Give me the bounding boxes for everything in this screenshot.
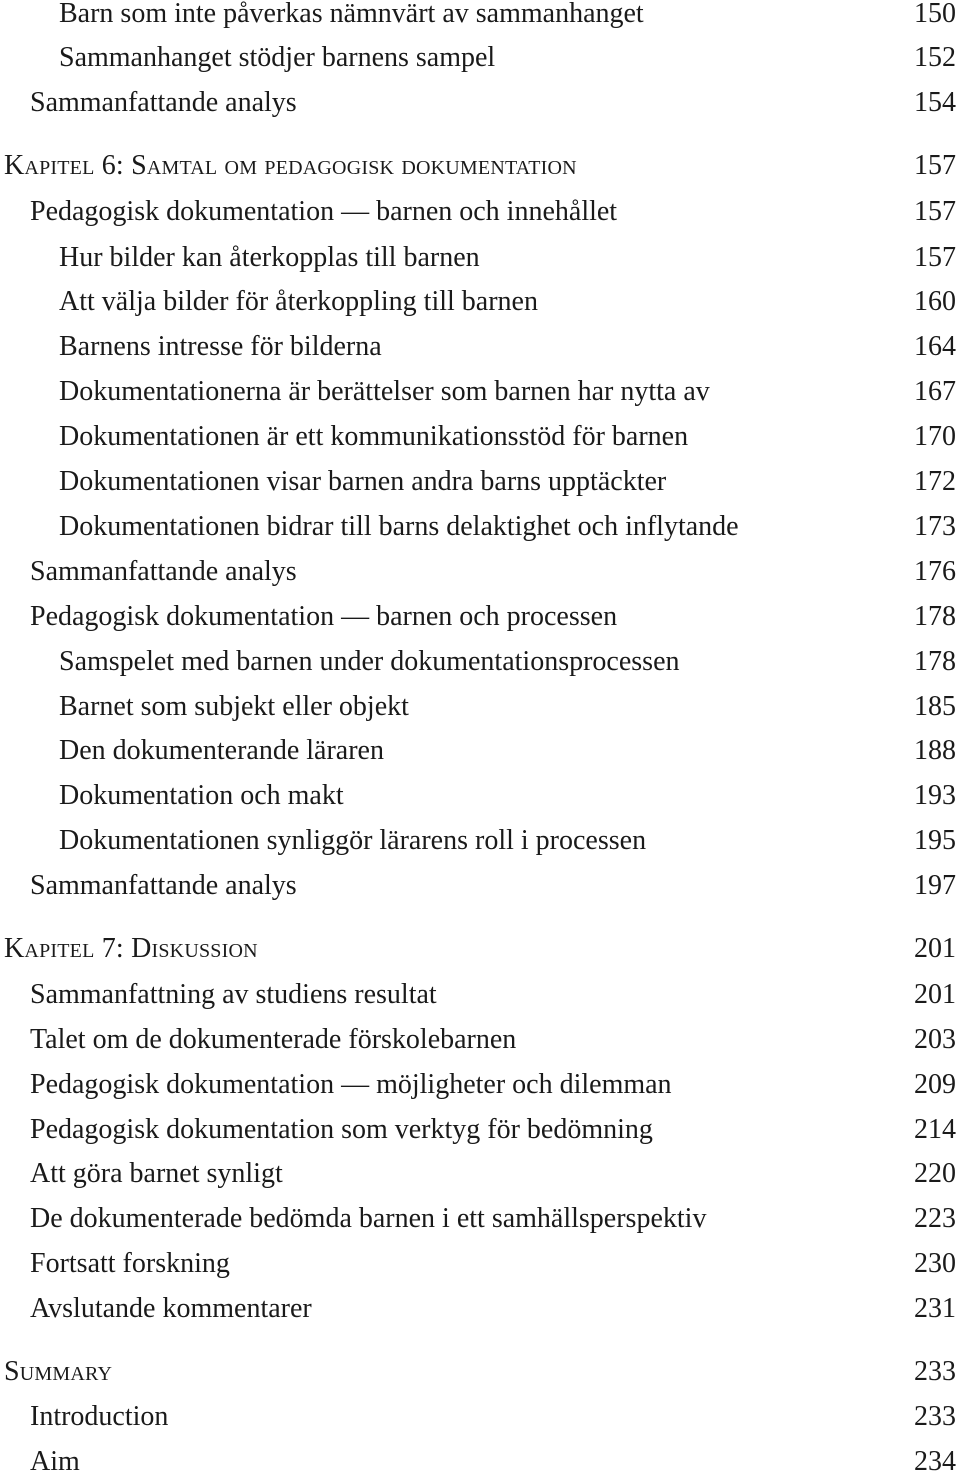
- toc-chapter-title: Kapitel 6: Samtal om pedagogisk dokumentation: [4, 150, 577, 181]
- toc-entry: [0, 280, 960, 324]
- toc-entry-title: Samspelet med barnen under dokumentationsprocessen: [59, 646, 680, 677]
- toc-page-number: 231: [914, 1293, 956, 1324]
- toc-entry: [0, 236, 960, 280]
- toc-entry-title: Sammanfattande analys: [30, 870, 297, 901]
- toc-entry: [0, 973, 960, 1017]
- toc-entry: [0, 1152, 960, 1196]
- toc-entry-title: Dokumentationen är ett kommunikationsstöd för barnen: [59, 421, 689, 452]
- toc-entry-title: Dokumentationen bidrar till barns delaktighet och inflytande: [59, 511, 739, 542]
- toc-entry: [0, 1287, 960, 1331]
- toc-page-number: 167: [914, 376, 956, 407]
- toc-page-number: 178: [914, 646, 956, 677]
- toc-page-number: 193: [914, 780, 956, 811]
- toc-chapter-title: Summary: [4, 1356, 113, 1387]
- toc-entry-title: De dokumenterade bedömda barnen i ett samhällsperspektiv: [30, 1203, 707, 1234]
- toc-entry-title: Barn som inte påverkas nämnvärt av sammanhanget: [59, 0, 644, 29]
- toc-entry-title: Den dokumenterande läraren: [59, 735, 384, 766]
- toc-entry: [0, 1440, 960, 1484]
- toc-entry-title: Sammanhanget stödjer barnens sampel: [59, 42, 496, 73]
- toc-entry-title: Dokumentationen synliggör lärarens roll i processen: [59, 825, 647, 856]
- toc-entry: [0, 460, 960, 504]
- toc-entry: [0, 685, 960, 729]
- toc-entry: [0, 1018, 960, 1062]
- toc-entry: [0, 864, 960, 908]
- toc-page-number: 164: [914, 331, 956, 362]
- toc-entry-title: Barnet som subjekt eller objekt: [59, 691, 409, 722]
- toc-entry: [0, 36, 960, 80]
- toc-page-number: 154: [914, 87, 956, 118]
- toc-entry: [0, 1063, 960, 1107]
- toc-entry-title: Dokumentationen visar barnen andra barns upptäckter: [59, 466, 667, 497]
- toc-entry-title: Pedagogisk dokumentation — möjligheter och dilemman: [30, 1069, 672, 1100]
- toc-page-number: 233: [914, 1356, 956, 1387]
- toc-page-number: 157: [914, 196, 956, 227]
- toc-chapter-entry: [0, 1350, 960, 1394]
- toc-page-number: 157: [914, 150, 956, 181]
- toc-page-number: 201: [914, 933, 956, 964]
- toc-entry: [0, 325, 960, 369]
- toc-page-number: 152: [914, 42, 956, 73]
- toc-entry-title: Att göra barnet synligt: [30, 1158, 283, 1189]
- toc-entry: [0, 1395, 960, 1439]
- toc-chapter-entry: [0, 927, 960, 971]
- toc-page-number: 209: [914, 1069, 956, 1100]
- toc-entry: [0, 505, 960, 549]
- toc-page-number: 176: [914, 556, 956, 587]
- toc-page-number: 220: [914, 1158, 956, 1189]
- toc-entry-title: Dokumentationerna är berättelser som barnen har nytta av: [59, 376, 710, 407]
- toc-page-number: 170: [914, 421, 956, 452]
- toc-entry-title: Dokumentation och makt: [59, 780, 344, 811]
- toc-entry-title: Hur bilder kan återkopplas till barnen: [59, 242, 480, 273]
- toc-entry-title: Sammanfattande analys: [30, 87, 297, 118]
- toc-page-number: 223: [914, 1203, 956, 1234]
- toc-entry-title: Aim: [30, 1446, 80, 1477]
- toc-page-number: 233: [914, 1401, 956, 1432]
- toc-page-number: 234: [914, 1446, 956, 1477]
- toc-entry: [0, 819, 960, 863]
- toc-entry-title: Fortsatt forskning: [30, 1248, 230, 1279]
- toc-page-number: 157: [914, 242, 956, 273]
- toc-page-number: 201: [914, 979, 956, 1010]
- toc-page-number: 178: [914, 601, 956, 632]
- toc-entry-title: Att välja bilder för återkoppling till barnen: [59, 286, 538, 317]
- toc-entry: [0, 1108, 960, 1152]
- toc-entry: [0, 774, 960, 818]
- toc-page-number: 160: [914, 286, 956, 317]
- toc-entry-title: Sammanfattande analys: [30, 556, 297, 587]
- toc-page-number: 230: [914, 1248, 956, 1279]
- toc-page-number: 173: [914, 511, 956, 542]
- toc-entry-title: Talet om de dokumenterade förskolebarnen: [30, 1024, 517, 1055]
- toc-page-number: 203: [914, 1024, 956, 1055]
- toc-page-number: 185: [914, 691, 956, 722]
- toc-page-number: 197: [914, 870, 956, 901]
- toc-entry-title: Sammanfattning av studiens resultat: [30, 979, 437, 1010]
- toc-entry: [0, 370, 960, 414]
- toc-entry-title: Avslutande kommentarer: [30, 1293, 312, 1324]
- toc-entry: [0, 81, 960, 125]
- toc-entry-title: Barnens intresse för bilderna: [59, 331, 382, 362]
- toc-entry: [0, 0, 960, 36]
- toc-page-number: 172: [914, 466, 956, 497]
- toc-page-number: 214: [914, 1114, 956, 1145]
- toc-page-number: 188: [914, 735, 956, 766]
- toc-chapter-title: Kapitel 7: Diskussion: [4, 933, 258, 964]
- toc-entry: [0, 595, 960, 639]
- toc-chapter-entry: [0, 144, 960, 188]
- toc-entry: [0, 1242, 960, 1286]
- toc-entry: [0, 415, 960, 459]
- toc-entry-title: Pedagogisk dokumentation — barnen och processen: [30, 601, 618, 632]
- toc-entry-title: Introduction: [30, 1401, 169, 1432]
- toc-page-number: 195: [914, 825, 956, 856]
- toc-entry: [0, 190, 960, 234]
- toc-entry: [0, 640, 960, 684]
- toc-entry-title: Pedagogisk dokumentation — barnen och innehållet: [30, 196, 618, 227]
- toc-entry: [0, 1197, 960, 1241]
- toc-entry: [0, 550, 960, 594]
- toc-entry: [0, 729, 960, 773]
- toc-page-number: 150: [914, 0, 956, 29]
- toc-entry-title: Pedagogisk dokumentation som verktyg för bedömning: [30, 1114, 653, 1145]
